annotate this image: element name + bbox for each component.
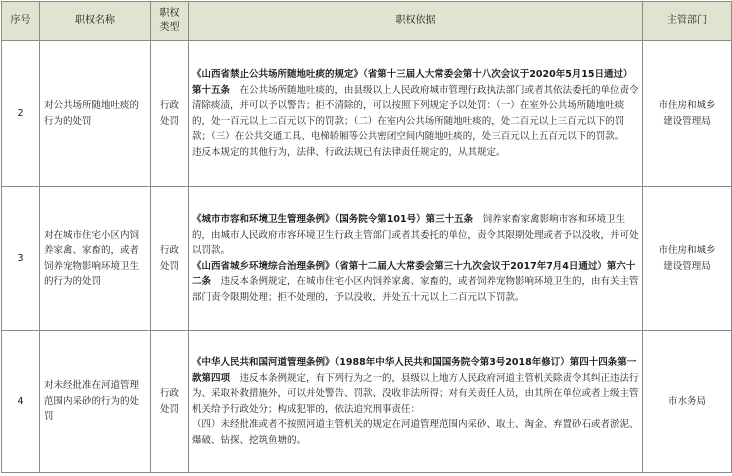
basis-paragraph: 违反本规定的其他行为，法律、行政法规已有法律责任规定的，从其规定。 bbox=[192, 146, 506, 158]
header-name: 职权名称 bbox=[40, 2, 151, 41]
row-name: 对公共场所随地吐痰的行为的处罚 bbox=[40, 41, 151, 187]
header-basis: 职权依据 bbox=[189, 2, 643, 41]
table-row bbox=[2, 41, 732, 187]
header-num: 序号 bbox=[2, 2, 40, 41]
basis-paragraph: （四）未经批准或者不按照河道主管机关的规定在河道管理范围内采砂、取土、淘金、弃置砂石或者淤泥、爆破、钻探、挖筑鱼塘的。 bbox=[192, 419, 639, 446]
row-dept: 市住房和城乡 建设管理局 bbox=[643, 187, 732, 331]
row-basis bbox=[189, 187, 643, 331]
basis-paragraph: 《中华人民共和国河道管理条例》（1988年中华人民共和国国务院令第3号2018年修订）第四十四条第一款第四项 违反本条例规定，有下列行为之一的，县级以上地方人民政府河道主管机关除责令其纠正违法行为、采取补救措施外，可以并处警告、罚款、没收非法所得；对有关责任人员，由其所在单位或者上级主管机关给予行政处分；构成犯罪的，依法追究刑事责任： bbox=[192, 357, 639, 415]
row-num: 2 bbox=[2, 41, 40, 187]
row-name: 对未经批准在河道管理范围内采砂的行为的处罚 bbox=[40, 331, 151, 473]
basis-paragraph: 《城市市容和环境卫生管理条例》（国务院令第101号）第三十五条 饲养家畜家禽影响市容和环境卫生的，由城市人民政府市容环境卫生行政主管部门或者其委托的单位，责令其限期处理或者予以没收，并可处以罚款。 bbox=[192, 214, 639, 256]
row-dept: 市水务局 bbox=[643, 331, 732, 473]
basis-paragraph: 《山西省禁止公共场所随地吐痰的规定》（省第十三届人大常委会第十八次会议于2020年5月15日通过）第十五条 在公共场所随地吐痰的，由县级以上人民政府城市管理行政执法部门或者其依法委托的单位责令清除痰渍，并可以予以警告；拒不清除的，可以按照下列规定予以处罚：（一）在室外公共场所随地吐痰的，处一百元以上二百元以下的罚款；（二）在室内公共场所随地吐痰的，处二百元以上三百元以下的罚款；（三）在公共交通工具、电梯轿厢等公共密闭空间内随地吐痰的，处三百元以上五百元以下的罚款。 bbox=[192, 69, 639, 142]
row-num: 4 bbox=[2, 331, 40, 473]
row-type: 行政 处罚 bbox=[151, 187, 189, 331]
row-name: 对在城市住宅小区内饲养家禽、家畜的，或者饲养宠物影响环境卫生的行为的处罚 bbox=[40, 187, 151, 331]
row-basis bbox=[189, 331, 643, 473]
row-basis bbox=[189, 41, 643, 187]
header-dept: 主管部门 bbox=[643, 2, 732, 41]
table-row bbox=[2, 187, 732, 331]
row-dept: 市住房和城乡 建设管理局 bbox=[643, 41, 732, 187]
row-type: 行政 处罚 bbox=[151, 331, 189, 473]
row-num: 3 bbox=[2, 187, 40, 331]
basis-paragraph: 《山西省城乡环境综合治理条例》（省第十二届人大常委会第三十九次会议于2017年7月4日通过）第六十二条 违反本条例规定，在城市住宅小区内饲养家禽、家畜的，或者饲养宠物影响环境卫生的，由有关主管部门责令限期处理；拒不处理的，予以没收，并处五十元以上二百元以下罚款。 bbox=[192, 260, 639, 303]
row-type: 行政 处罚 bbox=[151, 41, 189, 187]
power-list-table bbox=[1, 1, 732, 473]
table-row bbox=[2, 331, 732, 473]
header-type: 职权 类型 bbox=[151, 2, 189, 41]
header-row bbox=[2, 2, 732, 41]
